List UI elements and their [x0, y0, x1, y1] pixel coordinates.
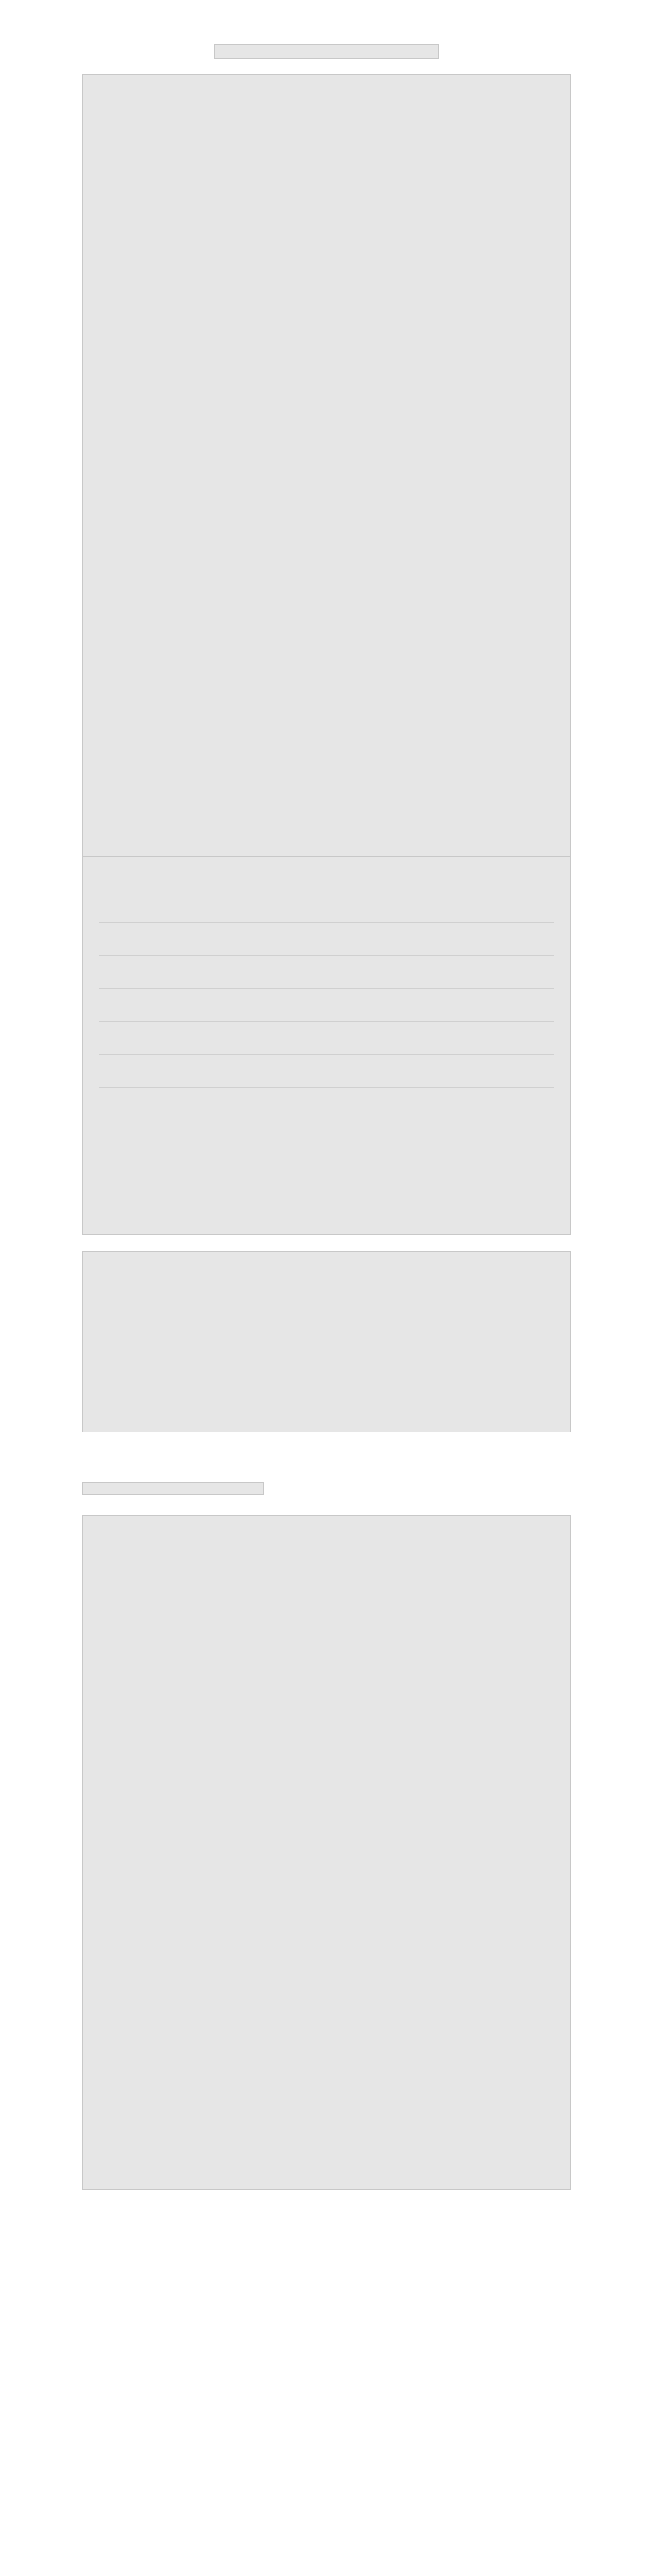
info-table-placeholder [82, 74, 571, 897]
placeholder-rule [99, 1054, 554, 1055]
conclusion-box-placeholder [82, 856, 571, 1235]
placeholder-rule [99, 988, 554, 989]
placeholder-rule [99, 955, 554, 956]
placeholder-rule [99, 922, 554, 923]
photo-caption-placeholder [82, 1482, 264, 1495]
placeholder-rule [99, 1087, 554, 1088]
title-placeholder [214, 44, 439, 59]
site-photo-placeholder [82, 1515, 571, 2190]
placeholder-rule [99, 1021, 554, 1022]
summary-section-placeholder [82, 1251, 571, 1432]
